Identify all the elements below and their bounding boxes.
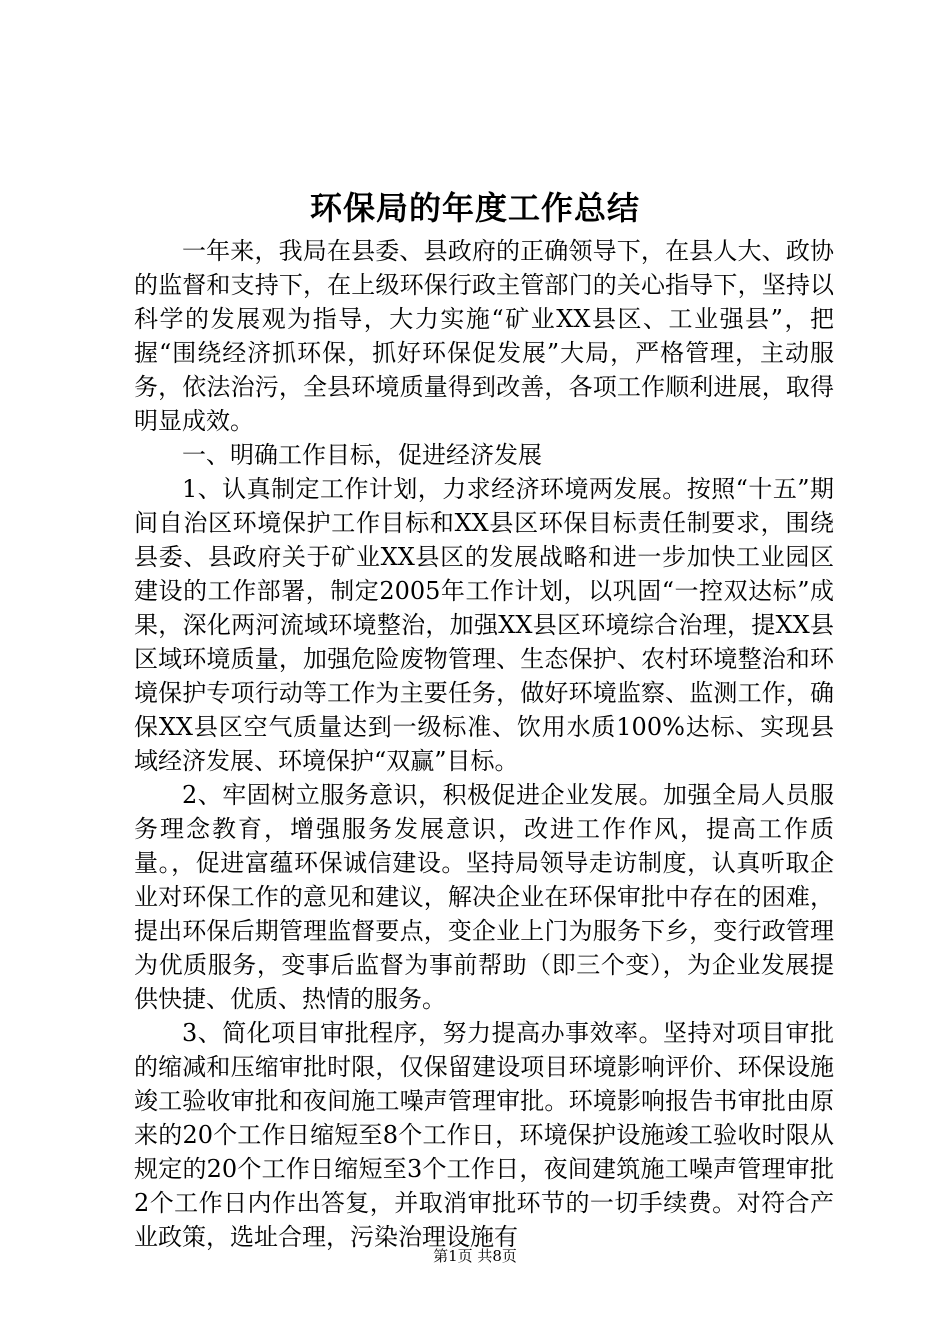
intro-paragraph: 一年来，我局在县委、县政府的正确领导下，在县人大、政协的监督和支持下，在上级环保行政主管部门的关心指导下，坚持以科学的发展观为指导，大力实施“矿业XX县区、工业强县”，把握“围绕经济抓环保，抓好环保促发展”大局，严格管理，主动服务，依法治污，全县环境质量得到改善，各项工作顺利进展，取得明显成效。 (134, 237, 834, 435)
section-heading: 一、明确工作目标，促进经济发展 (182, 441, 542, 469)
document-body (134, 234, 834, 1254)
page-title: 环保局的年度工作总结 (309, 189, 640, 227)
paragraph-2: 2、牢固树立服务意识，积极促进企业发展。加强全局人员服务理念教育，增强服务发展意识，改进工作作风，提高工作质量。，促进富蕴环保诚信建设。坚持局领导走访制度，认真听取企业对环保工作的意见和建议，解决企业在环保审批中存在的困难，提出环保后期管理监督要点，变企业上门为服务下乡，变行政管理为优质服务，变事后监督为事前帮助（即三个变），为企业发展提供快捷、优质、热情的服务。 (134, 781, 834, 1013)
page-footer: 第1页 共8页 (433, 1247, 517, 1265)
paragraph-1: 1、认真制定工作计划，力求经济环境两发展。按照“十五”期间自治区环境保护工作目标和XX县区环保目标责任制要求，围绕县委、县政府关于矿业XX县区的发展战略和进一步加快工业园区建设的工作部署，制定2005年工作计划，以巩固“一控双达标”成果，深化两河流域环境整治，加强XX县区环境综合治理，提XX县区域环境质量，加强危险废物管理、生态保护、农村环境整治和环境保护专项行动等工作为主要任务，做好环境监察、监测工作，确保XX县区空气质量达到一级标准、饮用水质100%达标、实现县域经济发展、环境保护“双赢”目标。 (134, 475, 834, 775)
paragraph-3: 3、简化项目审批程序，努力提高办事效率。坚持对项目审批的缩减和压缩审批时限，仅保留建设项目环境影响评价、环保设施竣工验收审批和夜间施工噪声管理审批。环境影响报告书审批由原来的20个工作日缩短至8个工作日，环境保护设施竣工验收时限从规定的20个工作日缩短至3个工作日，夜间建筑施工噪声管理审批2个工作日内作出答复，并取消审批环节的一切手续费。对符合产业政策，选址合理，污染治理设施有 (134, 1019, 834, 1251)
